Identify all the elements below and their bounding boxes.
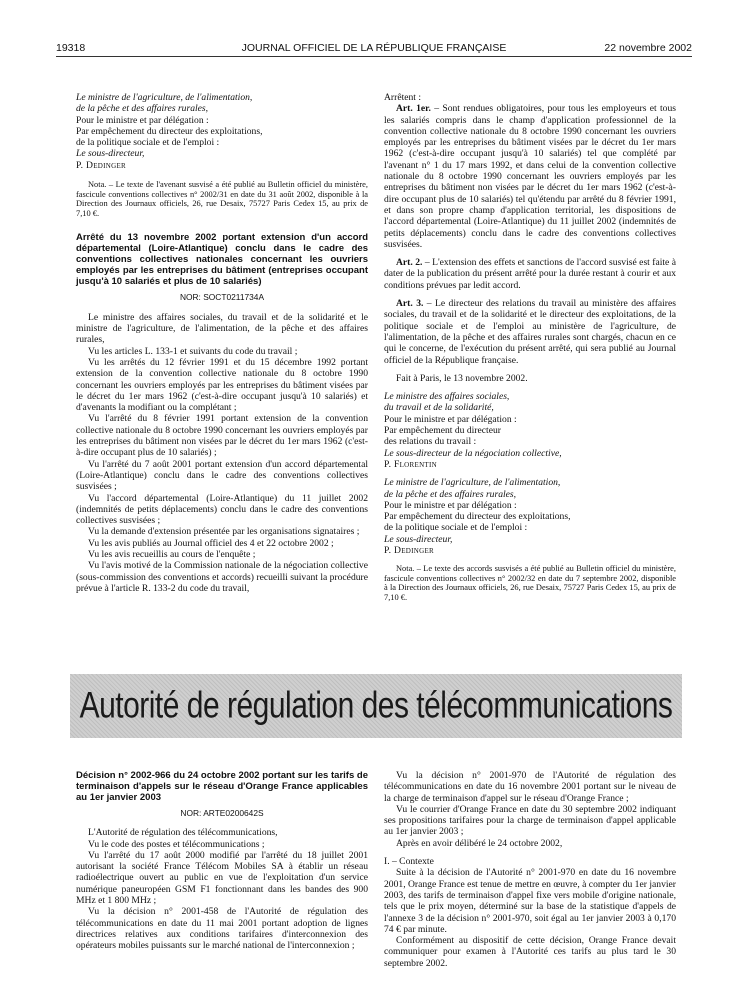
- arretent: Arrêtent :: [384, 92, 422, 103]
- signature-line: Le sous-directeur,: [76, 148, 145, 160]
- arrete-title: Arrêté du 13 novembre 2002 portant extension d'un accord départemental (Loire-Atlantique) conclu dans le cadre des conventions collectives nationales concernant les ouvriers employés par les entreprises du bâtiment (entreprises occupant jusqu'à 10 salariés et plus de 10 salariés): [76, 232, 368, 288]
- signature-line: Le ministre de l'agriculture, de l'alimentation,: [76, 92, 253, 103]
- signatory-name: P. Dedinger: [76, 159, 127, 171]
- left-column-top: [76, 92, 368, 594]
- paragraph: Vu l'arrêté du 8 février 1991 portant extension de la convention collective nationale du 8 octobre 1990 concernant les ouvriers employés par les entreprises du bâtiment non visées par le décret du 1er mars 1962 (c'est-à-dire occupant plus de 10 salariés) ;: [76, 413, 368, 459]
- paragraph: Vu l'arrêté du 7 août 2001 portant extension d'un accord départemental (Loire-Atlantique) conclu dans le cadre des conventions collectives susvisées ;: [76, 458, 368, 493]
- article-1: Art. 1er. – Sont rendues obligatoires, pour tous les employeurs et tous les salariés compris dans le champ d'application professionnel de la convention collective nationale du 8 octobre 1990 concernant les ouvriers employés par les entreprises du bâtiment visées par le décret du 1er mars 1962 (c'est-à-dire occupant jusqu'à 10 salariés) tel que complété par l'avenant n° 1 du 17 mars 1992, et dans celui de la convention collective nationale du 8 octobre 1990 concernant les ouvriers employés par les entreprises du bâtiment non visées par le décret du 1er mars 1962 (c'est-à-dire occupant plus de 10 salariés) tel qu'étendu par arrêté du 8 février 1991, et dans son propre champ d'application territorial, les dispositions de l'accord départemental (Loire-Atlantique) du 11 juillet 2002 (indemnités de petits déplacements) conclu dans le cadre des conventions collectives susvisées.: [384, 103, 676, 250]
- journal-title: JOURNAL OFFICIEL DE LA RÉPUBLIQUE FRANÇAISE: [241, 42, 507, 54]
- paragraph: Conformément au dispositif de cette décision, Orange France devait communiquer pour examen à l'Autorité ces tarifs au plus tard le 30 septembre 2002.: [384, 935, 676, 969]
- signature-line: du travail et de la solidarité,: [384, 402, 494, 414]
- nor-reference: NOR: ARTE0200642S: [180, 808, 264, 818]
- signature-line: Par empêchement du directeur: [384, 425, 501, 437]
- signature-line: Pour le ministre et par délégation :: [384, 413, 517, 425]
- page-number: 19318: [56, 42, 86, 54]
- decision-visas: [384, 770, 676, 849]
- nor-reference: NOR: SOCT0211734A: [179, 292, 265, 303]
- paragraph: Suite à la décision de l'Autorité n° 2001-970 en date du 16 novembre 2001, Orange France est tenue de mettre en œuvre, à compter du 1er janvier 2003, des tarifs de terminaison d'appel fixe vers mobile d'origine nationale, tels que le prix moyen, déterminé sur la base de la statistique d'appels de l'annexe 3 de la décision n° 2001-970, soit égal au 1er janvier 2003 à 0,170 74 € par minute.: [384, 867, 676, 935]
- paragraph: Vu l'arrêté du 17 août 2000 modifié par l'arrêté du 18 juillet 2001 autorisant la société France Télécom Mobiles SA à établir un réseau radioélectrique ouvert au public en vue de l'exploitation d'un service numérique paneuropéen GSM F1 fonctionnant dans les bandes des 900 MHz et 1 800 MHz ;: [76, 849, 368, 907]
- paragraph: Vu la décision n° 2001-970 de l'Autorité de régulation des télécommunications en date du 16 novembre 2001 portant sur le niveau de la charge de terminaison d'appel sur le réseau d'Orange France ;: [384, 770, 676, 804]
- paragraph: Vu la demande d'extension présentée par les organisations signataires ;: [88, 526, 360, 538]
- nota: Nota. – Le texte de l'avenant susvisé a été publié au Bulletin officiel du ministère, fascicule conventions collectives n° 2002/31 en date du 31 août 2002, disponible à la Direction des Journaux officiels, 26, rue Desaix, 75727 Paris Cedex 15, au prix de 7,10 €.: [76, 180, 368, 218]
- decision-context: [384, 867, 676, 969]
- decision-body: [76, 827, 368, 951]
- nota: Nota. – Le texte des accords susvisés a été publié au Bulletin officiel du ministère, fascicule conventions collectives n° 2002/32 en date du 7 septembre 2002, disponible à la Direction des Journaux officiels, 26, rue Desaix, 75727 Paris Cedex 15, au prix de 7,10 €.: [384, 564, 676, 603]
- paragraph: L'Autorité de régulation des télécommunications,: [88, 827, 278, 839]
- header-rule: [56, 56, 692, 57]
- banner-title: Autorité de régulation des télécommunications: [79, 684, 673, 726]
- signature-line: Le ministre des affaires sociales,: [384, 391, 510, 403]
- fait-a-paris: Fait à Paris, le 13 novembre 2002.: [396, 372, 528, 384]
- paragraph: Vu les arrêtés du 12 février 1991 et du 15 décembre 1992 portant extension de la convention collective nationale du 8 octobre 1990 concernant les ouvriers employés par les entreprises du bâtiment visées par le décret du 1er mars 1962 (c'est-à-dire occupant jusqu'à 10 salariés) et d'avenants la modifiant ou la complétant ;: [76, 356, 368, 414]
- paragraph: Vu le code des postes et télécommunications ;: [88, 838, 265, 850]
- article-2: Art. 2. – L'extension des effets et sanctions de l'accord susvisé est faite à dater de la publication du présent arrêté pour la durée restant à courir et aux conditions prévues par ledit accord.: [384, 257, 677, 291]
- signature-line: de la pêche et des affaires rurales,: [76, 103, 209, 115]
- signature-line: Le sous-directeur de la négociation collective,: [384, 447, 562, 459]
- paragraph: Vu le courrier d'Orange France en date du 30 septembre 2002 indiquant ses propositions tarifaires pour la charge de terminaison d'appel applicable au 1er janvier 2003 ;: [384, 803, 676, 838]
- section-heading: I. – Contexte: [384, 856, 434, 868]
- decision-left-column: [76, 770, 368, 952]
- section-banner: [70, 674, 682, 738]
- signature-line: Par empêchement du directeur des exploitations,: [384, 511, 571, 523]
- signature-line: Le sous-directeur,: [384, 533, 453, 545]
- signatory-name: P. Dedinger: [384, 544, 435, 556]
- article-label: Art. 1er.: [396, 103, 431, 115]
- paragraph: Vu les avis publiés au Journal officiel des 4 et 22 octobre 2002 ;: [88, 537, 334, 549]
- signature-line: Pour le ministre et par délégation :: [76, 114, 209, 126]
- signature-line: de la politique sociale et de l'emploi :: [76, 137, 220, 149]
- signatory-name: P. Florentin: [384, 458, 437, 470]
- paragraph: Vu l'avis motivé de la Commission nationale de la négociation collective (sous-commission des conventions et accords) recueilli suivant la procédure prévue à l'article R. 133-2 du code du travail,: [76, 560, 368, 594]
- signature-line: de la pêche et des affaires rurales,: [384, 488, 517, 500]
- decision-right-column: [384, 770, 676, 969]
- paragraph: Après en avoir délibéré le 24 octobre 2002,: [396, 837, 563, 849]
- paragraph: Le ministre des affaires sociales, du travail et de la solidarité et le ministre de l'agriculture, de l'alimentation, de la pêche et des affaires rurales,: [76, 311, 368, 346]
- article-3: Art. 3. – Le directeur des relations du travail au ministère des affaires sociales, du travail et de la solidarité et le directeur des exploitations, de la politique sociale et de l'emploi au ministère de l'agriculture, de l'alimentation, de la pêche et des affaires rurales sont chargés, chacun en ce qui le concerne, de l'exécution du présent arrêté, qui sera publié au Journal officiel de la République française.: [384, 298, 676, 366]
- paragraph: Vu la décision n° 2001-458 de l'Autorité de régulation des télécommunications en date du 11 mai 2001 portant adoption de lignes directrices relatives aux conditions tarifaires d'interconnexion des opérateurs mobiles puissants sur le marché national de l'interconnexion ;: [76, 906, 368, 952]
- paragraph: Vu les articles L. 133-1 et suivants du code du travail ;: [88, 345, 298, 357]
- signature-line: des relations du travail :: [384, 436, 477, 448]
- right-column-top: [384, 92, 676, 603]
- signature-line: Par empêchement du directeur des exploitations,: [76, 125, 263, 137]
- paragraph: Vu l'accord départemental (Loire-Atlantique) du 11 juillet 2002 (indemnités de petits déplacements) conclu dans le cadre des conventions collectives susvisées ;: [76, 492, 368, 527]
- paragraph: Vu les avis recueillis au cours de l'enquête ;: [88, 548, 256, 560]
- issue-date: 22 novembre 2002: [604, 42, 692, 54]
- signature-line: de la politique sociale et de l'emploi :: [384, 522, 528, 534]
- signature-line: Pour le ministre et par délégation :: [384, 499, 517, 511]
- arrete-body: [76, 312, 368, 594]
- article-label: Art. 2.: [396, 257, 423, 269]
- article-label: Art. 3.: [396, 298, 424, 310]
- signature-line: Le ministre de l'agriculture, de l'alimentation,: [384, 477, 561, 489]
- decision-title: Décision n° 2002-966 du 24 octobre 2002 portant sur les tarifs de terminaison d'appels sur le réseau d'Orange France applicables au 1er janvier 2003: [76, 770, 368, 803]
